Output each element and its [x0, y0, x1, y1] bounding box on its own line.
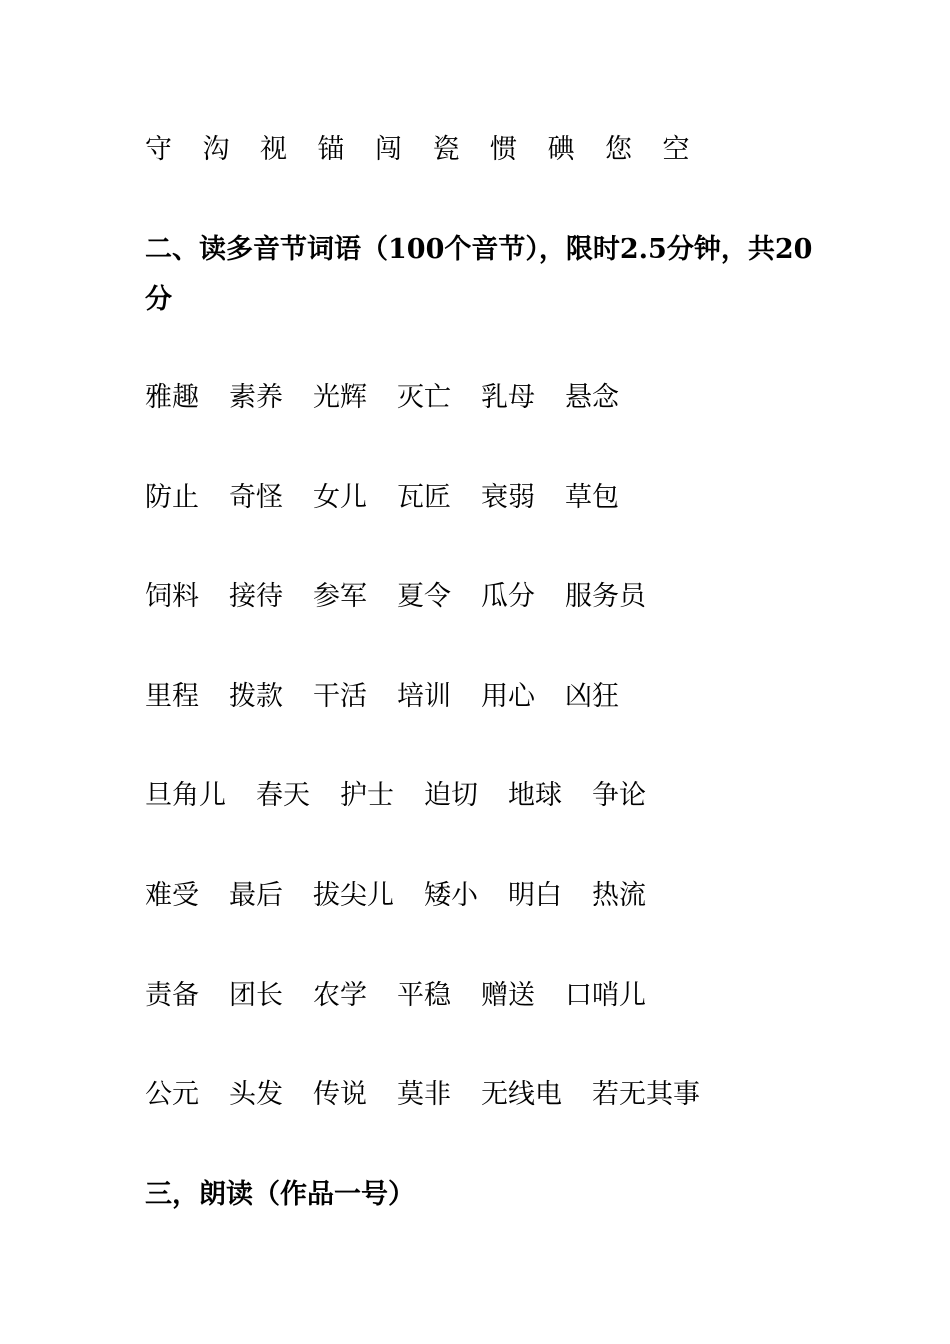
word: 饲料	[145, 581, 199, 613]
word-list	[145, 376, 825, 1173]
section-3-heading: 三，朗读（作品一号）	[145, 1179, 415, 1210]
character: 视	[260, 134, 287, 165]
word: 春天	[256, 780, 310, 812]
word: 奇怪	[229, 481, 283, 513]
word: 头发	[229, 1079, 283, 1111]
word: 地球	[508, 780, 562, 812]
character: 闯	[375, 134, 402, 165]
word: 防止	[145, 481, 199, 513]
word: 干活	[313, 680, 367, 712]
word: 悬念	[565, 382, 619, 413]
word: 瓜分	[481, 581, 535, 613]
word: 用心	[481, 680, 535, 712]
section-2-heading: 二、读多音节词语（100个音节），限时2.5分钟，共20分	[145, 234, 813, 315]
word: 瓦匠	[397, 481, 451, 513]
word: 护士	[340, 780, 394, 812]
word: 乳母	[481, 382, 535, 413]
word: 衰弱	[481, 481, 535, 513]
character: 锚	[317, 134, 345, 165]
word: 拔尖儿	[313, 879, 394, 911]
word: 责备	[145, 979, 199, 1011]
word: 若无其事	[592, 1079, 700, 1111]
word: 女儿	[313, 481, 367, 513]
word: 里程	[145, 680, 199, 712]
character: 您	[605, 134, 632, 165]
character: 碘	[547, 134, 575, 165]
word-row	[145, 974, 825, 1074]
word: 团长	[229, 979, 283, 1011]
word: 矮小	[424, 879, 478, 911]
word-row	[145, 575, 825, 675]
word: 明白	[508, 879, 562, 911]
character: 空	[662, 134, 690, 165]
character: 沟	[202, 134, 230, 165]
word: 无线电	[481, 1079, 562, 1111]
word-row	[145, 874, 825, 974]
word: 服务员	[565, 581, 646, 613]
word: 草包	[565, 481, 619, 513]
word: 热流	[592, 879, 646, 911]
word: 争论	[592, 780, 646, 812]
word-row	[145, 476, 825, 576]
word: 素养	[229, 382, 283, 413]
character: 惯	[490, 134, 517, 165]
word: 口哨儿	[565, 979, 646, 1011]
word: 莫非	[397, 1079, 451, 1111]
character: 瓷	[432, 134, 460, 165]
word: 光辉	[313, 382, 367, 413]
character: 守	[145, 134, 172, 165]
word: 夏令	[397, 581, 451, 613]
word: 平稳	[397, 979, 451, 1011]
word: 培训	[397, 680, 451, 712]
word: 公元	[145, 1079, 199, 1111]
word-row	[145, 1073, 825, 1173]
word-row	[145, 675, 825, 775]
word: 迫切	[424, 780, 478, 812]
word: 拨款	[229, 680, 283, 712]
word-row	[145, 774, 825, 874]
single-character-row	[145, 128, 720, 172]
word: 雅趣	[145, 382, 199, 413]
word: 最后	[229, 879, 283, 911]
word: 难受	[145, 879, 199, 911]
word: 接待	[229, 581, 283, 613]
word: 旦角儿	[145, 780, 226, 812]
word: 凶狂	[565, 680, 619, 712]
word-row	[145, 376, 825, 476]
word: 赠送	[481, 979, 535, 1011]
word: 传说	[313, 1079, 367, 1111]
word: 农学	[313, 979, 367, 1011]
word: 灭亡	[397, 382, 451, 413]
word: 参军	[313, 581, 367, 613]
